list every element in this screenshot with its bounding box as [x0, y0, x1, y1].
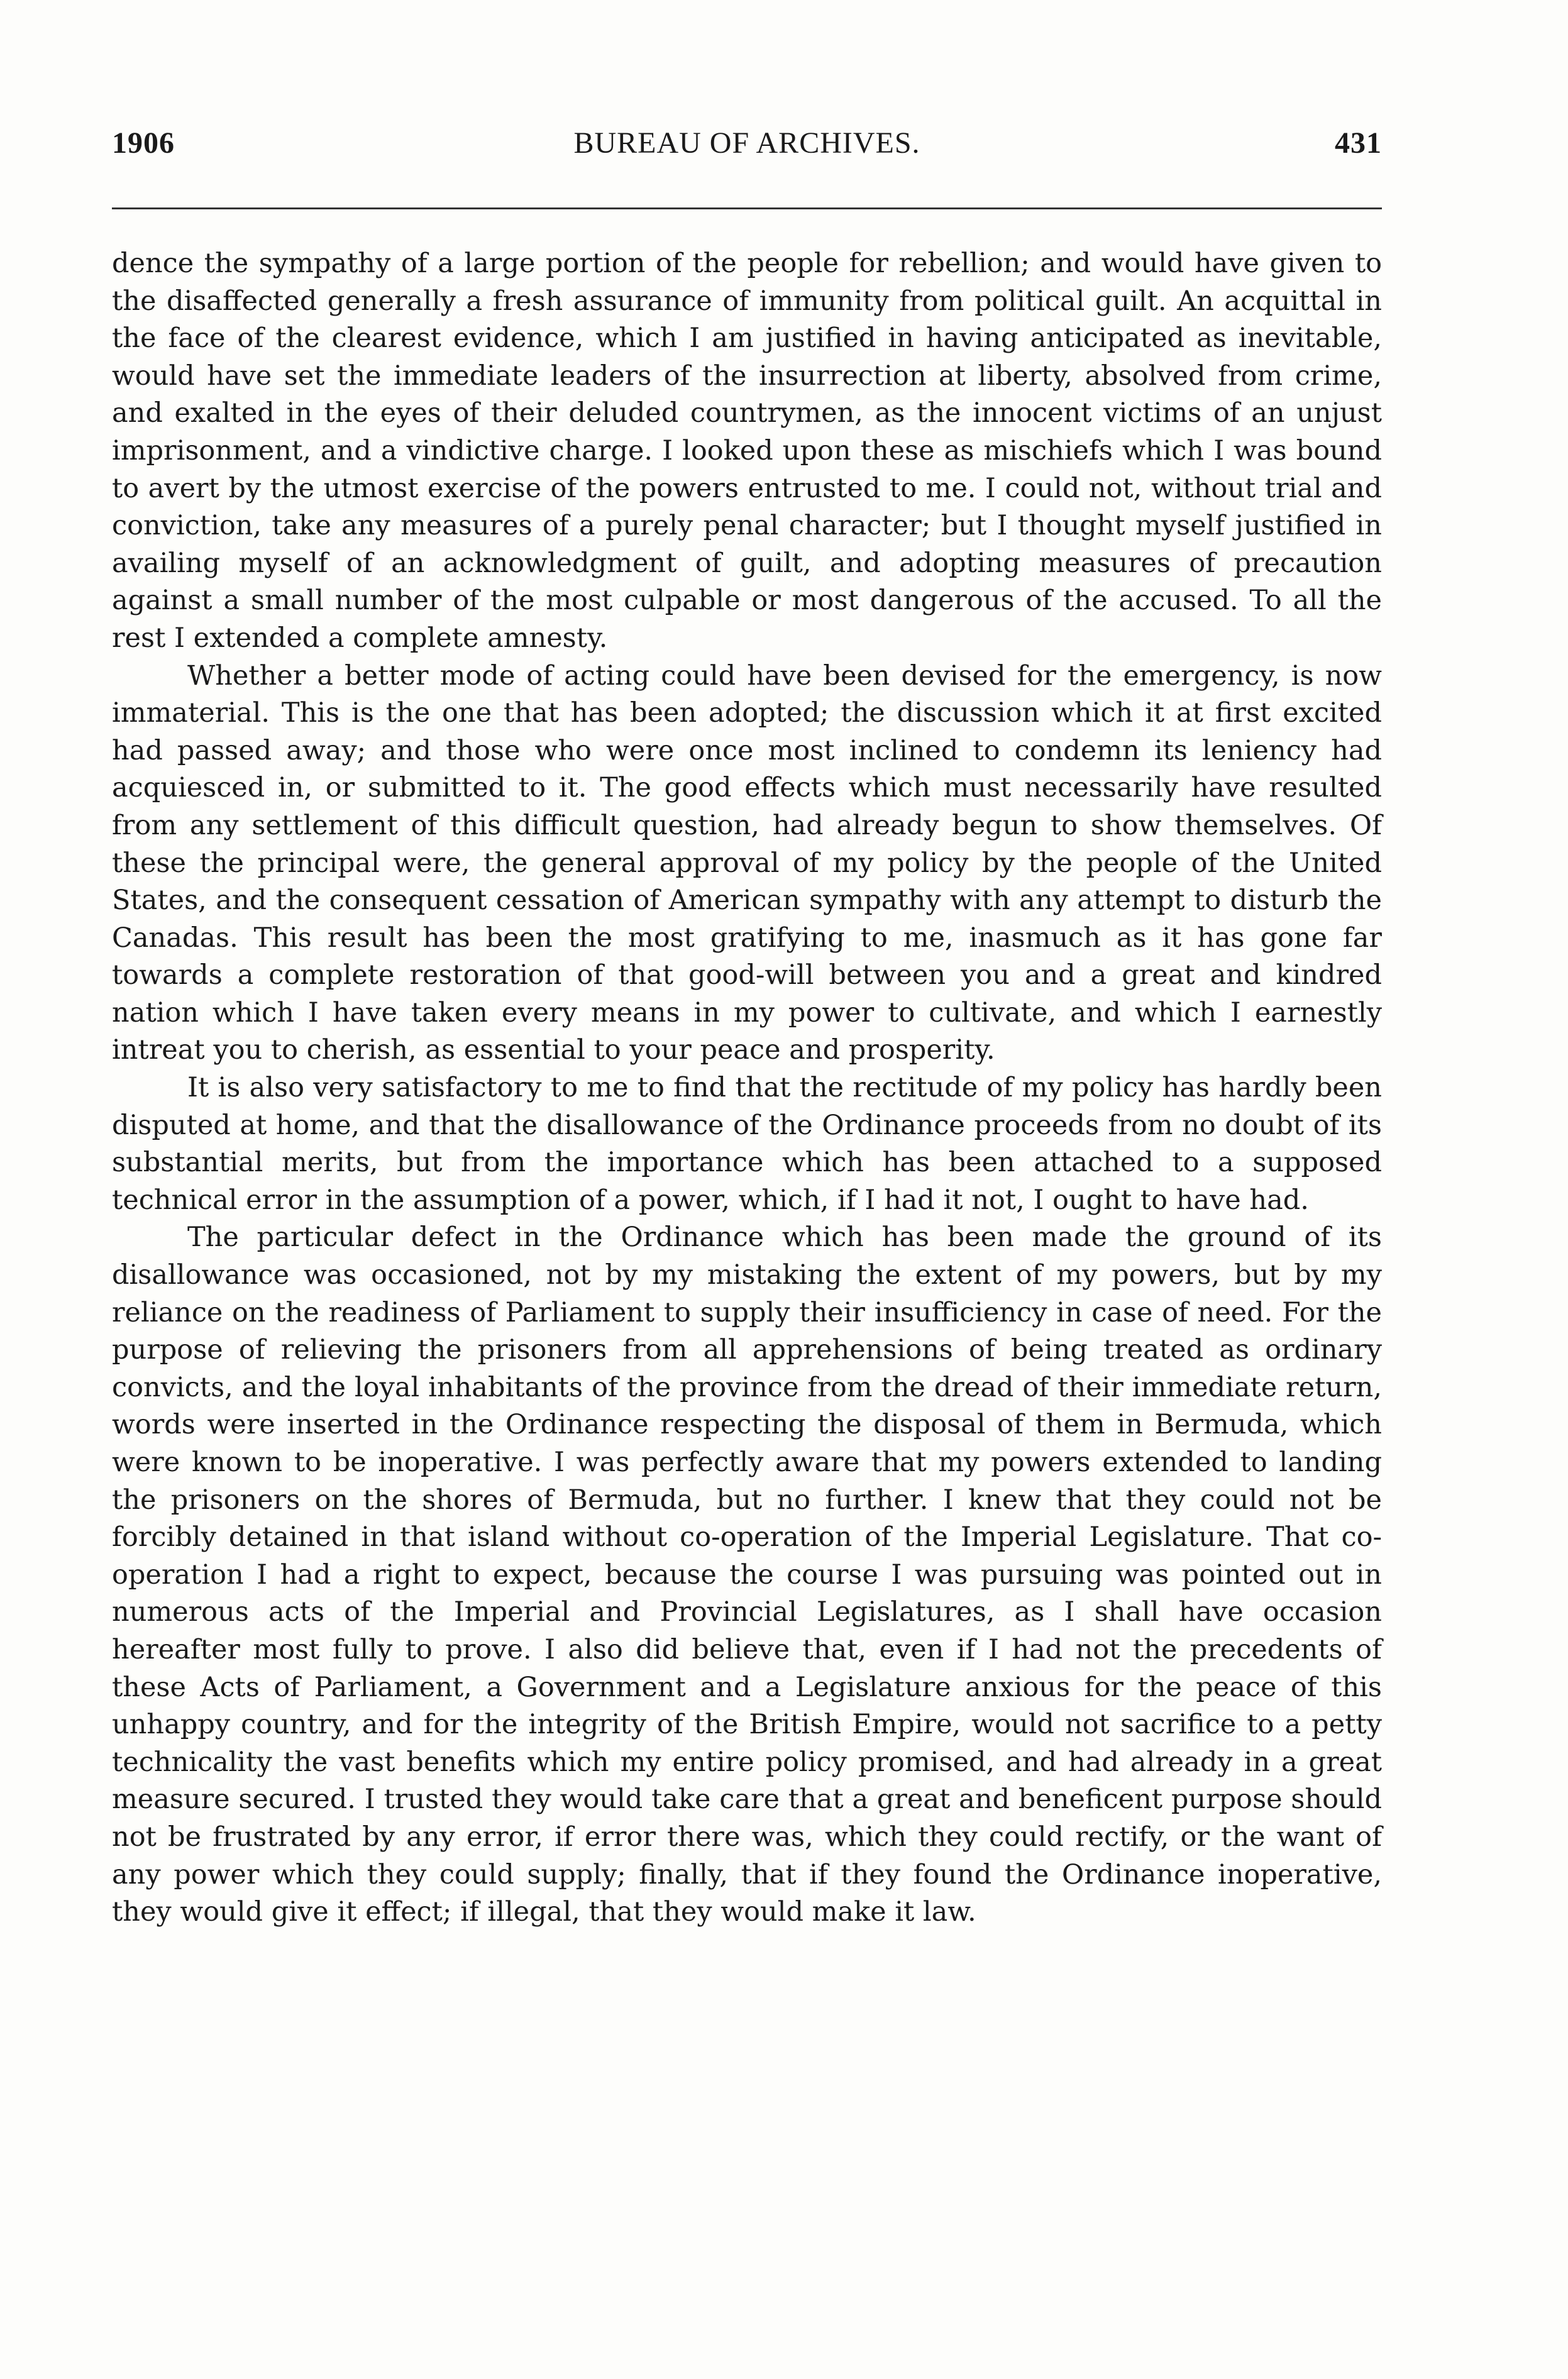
header-year: 1906: [112, 126, 175, 160]
page-number: 431: [1335, 126, 1382, 160]
header-title: BUREAU OF ARCHIVES.: [573, 126, 920, 160]
header-rule: [112, 207, 1382, 209]
paragraph: Whether a better mode of acting could have been devised for the emergency, is now immaterial. This is the one that has been adopted; the discussion which it at first excited had passed away; and those who were once most inclined to condemn its leniency had acquiesced in, or submitted to it. The good effects which must necessarily have resulted from any settlement of this difficult question, had already begun to show themselves. Of these the principal were, the general approval of my policy by the people of the United States, and the consequent cessation of American sympathy with any attempt to disturb the Canadas. This result has been the most gratifying to me, inasmuch as it has gone far towards a complete restoration of that good-will between you and a great and kindred nation which I have taken every means in my power to cultivate, and which I earnestly intreat you to cherish, as essential to your peace and prosperity.: [112, 660, 1382, 1066]
paragraph: It is also very satisfactory to me to find that the rectitude of my policy has hardly been disputed at home, and that the disallowance of the Ordinance proceeds from no doubt of its substantial merits, but from the importance which has been attached to a supposed technical error in the assumption of a power, which, if I had it not, I ought to have had.: [112, 1072, 1382, 1216]
paragraph: The particular defect in the Ordinance which has been made the ground of its disallowance was occasioned, not by my mistaking the extent of my powers, but by my reliance on the readiness of Parliament to supply their insufficiency in case of need. For the purpose of relieving the prisoners from all apprehensions of being treated as ordinary convicts, and the loyal inhabitants of the province from the dread of their immediate return, words were inserted in the Ordinance respecting the disposal of them in Bermuda, which were known to be inoperative. I was perfectly aware that my powers extended to landing the prisoners on the shores of Bermuda, but no further. I knew that they could not be forcibly detained in that island without co-operation of the Imperial Legislature. That co-operation I had a right to expect, because the course I was pursuing was pointed out in numerous acts of the Imperial and Provincial Legislatures, as I shall have occasion hereafter most fully to prove. I also did believe that, even if I had not the precedents of these Acts of Parliament, a Government and a Legislature anxious for the peace of this unhappy country, and for the integrity of the British Empire, would not sacrifice to a petty technicality the vast benefits which my entire policy promised, and had already in a great measure secured. I trusted they would take care that a great and beneficent purpose should not be frustrated by any error, if error there was, which they could rectify, or the want of any power which they could supply; finally, that if they found the Ordinance inoperative, they would give it effect; if illegal, that they would make it law.: [112, 1222, 1382, 1928]
running-header: [112, 126, 1382, 182]
paragraph-continued: dence the sympathy of a large portion of the people for rebellion; and would have given to the disaffected generally a fresh assurance of immunity from political guilt. An acquittal in the face of the clearest evidence, which I am justified in having anticipated as inevitable, would have set the immediate leaders of the insurrection at liberty, absolved from crime, and exalted in the eyes of their deluded countrymen, as the innocent victims of an unjust imprisonment, and a vindictive charge. I looked upon these as mischiefs which I was bound to avert by the utmost exercise of the powers entrusted to me. I could not, without trial and conviction, take any measures of a purely penal character; but I thought myself justified in availing myself of an acknowledgment of guilt, and adopting measures of precaution against a small number of the most culpable or most dangerous of the accused. To all the rest I extended a complete amnesty.: [112, 248, 1382, 654]
body-text: [112, 245, 1382, 1931]
